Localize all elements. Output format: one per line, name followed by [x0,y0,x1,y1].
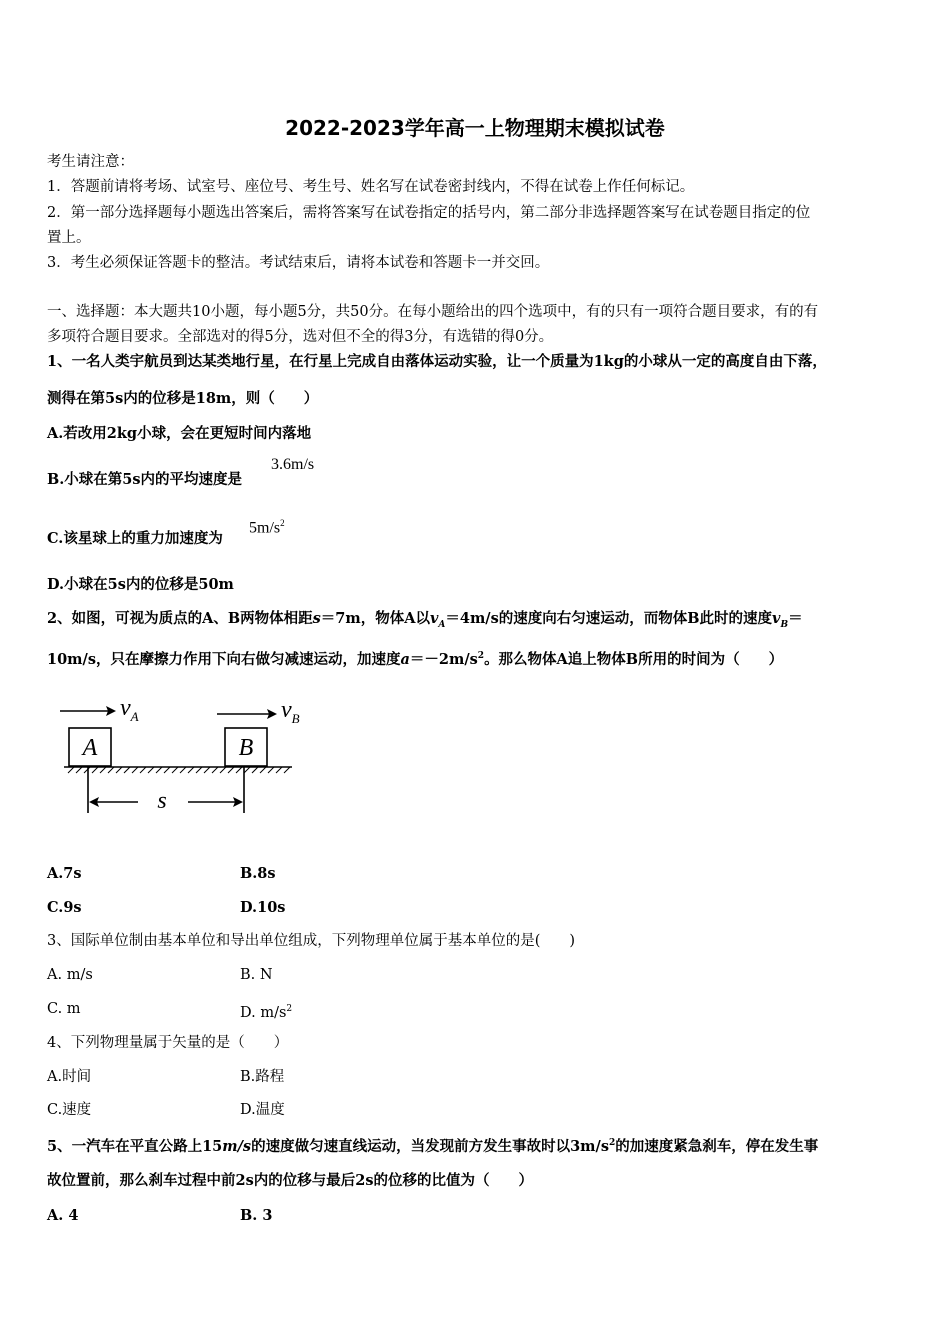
q2-option-a: A.7s [47,865,82,882]
q5-stem-line-1: 5、一汽车在平直公路上15m/s的速度做匀速直线运动，当发现前方发生事故时以$3m/s^2$的加速度紧急刹车，停在发生事 [47,1137,819,1155]
block-a-label: A [82,735,98,761]
q2-stem-line-2: 10m/s，只在摩擦力作用下向右做匀减速运动，加速度$a=-2m/s^2$。那么物体A追上物体B所用的时间为（ ） [47,650,784,668]
q5-option-a: A. 4 [47,1207,79,1224]
velocity-b-label: $v_B$ [281,697,300,726]
q1-option-a: A.若改用2kg小球，会在更短时间内落地 [47,425,312,442]
q1-option-b: B.小球在第5s内的平均速度是 [47,471,243,488]
q3-option-d: D. $m/s^2$ [240,1004,293,1021]
q3-option-b: B. N [240,967,273,983]
q1-option-c: C.该星球上的重力加速度为 [47,530,223,547]
q4-option-c: C.速度 [47,1102,92,1118]
q2-option-b: B.8s [240,865,276,882]
q4-option-b: B.路程 [240,1069,285,1085]
q3-stem: 3、国际单位制由基本单位和导出单位组成，下列物理单位属于基本单位的是( ) [47,933,576,949]
q1-option-d: D.小球在5s内的位移是50m [47,576,234,593]
velocity-a-label: $v_A$ [120,695,139,724]
q2-diagram [58,690,298,820]
q2-option-c: C.9s [47,899,82,916]
q1-stem-line-1: 1、一名人类宇航员到达某类地行星，在行星上完成自由落体运动实验，让一个质量为1kg的小球从一定的高度自由下落， [47,353,827,370]
q4-stem: 4、下列物理量属于矢量的是（ ） [47,1035,289,1051]
distance-label: s [157,788,167,814]
q1-stem-line-2: 测得在第5s内的位移是18m，则（ ） [47,390,319,407]
notice-item-2: 2．第一部分选择题每小题选出答案后，需将答案写在试卷指定的括号内，第二部分非选择题答案写在试卷题目指定的位 [47,205,811,221]
q4-option-d: D.温度 [240,1102,285,1118]
notice-heading: 考生请注意： [47,154,134,170]
q5-option-b: B. 3 [240,1207,273,1224]
q3-option-a: A. m/s [47,967,93,983]
q2-stem-line-1: 2、如图，可视为质点的A、B两物体相距s＝7m，物体A以$v_A=4m/s$的速度向右匀速运动，而物体B此时的速度$v_B=$ [47,610,803,630]
q1-option-b-value: 3.6m/s [271,456,315,473]
notice-item-2-cont: 置上。 [47,230,91,246]
q4-option-a: A.时间 [47,1069,92,1085]
ground-hatching [68,767,290,773]
q2-option-d: D.10s [240,899,286,916]
page-title: 2022-2023学年高一上物理期末模拟试卷 [285,116,665,140]
section-intro-line-1: 一、选择题：本大题共10小题，每小题5分，共50分。在每小题给出的四个选项中，有的只有一项符合题目要求，有的有 [47,304,819,320]
notice-item-3: 3．考生必须保证答题卡的整洁。考试结束后，请将本试卷和答题卡一并交回。 [47,255,550,271]
q5-stem-line-2: 故位置前，那么刹车过程中前2s内的位移与最后2s的位移的比值为（ ） [47,1172,534,1189]
notice-item-1: 1．答题前请将考场、试室号、座位号、考生号、姓名写在试卷密封线内，不得在试卷上作任何标记。 [47,179,695,195]
section-intro-line-2: 多项符合题目要求。全部选对的得5分，选对但不全的得3分，有选错的得0分。 [47,329,554,345]
block-b-label: B [238,735,254,761]
q3-option-c: C. m [47,1001,81,1017]
q1-option-c-value: $5m/s^2$ [249,518,285,537]
